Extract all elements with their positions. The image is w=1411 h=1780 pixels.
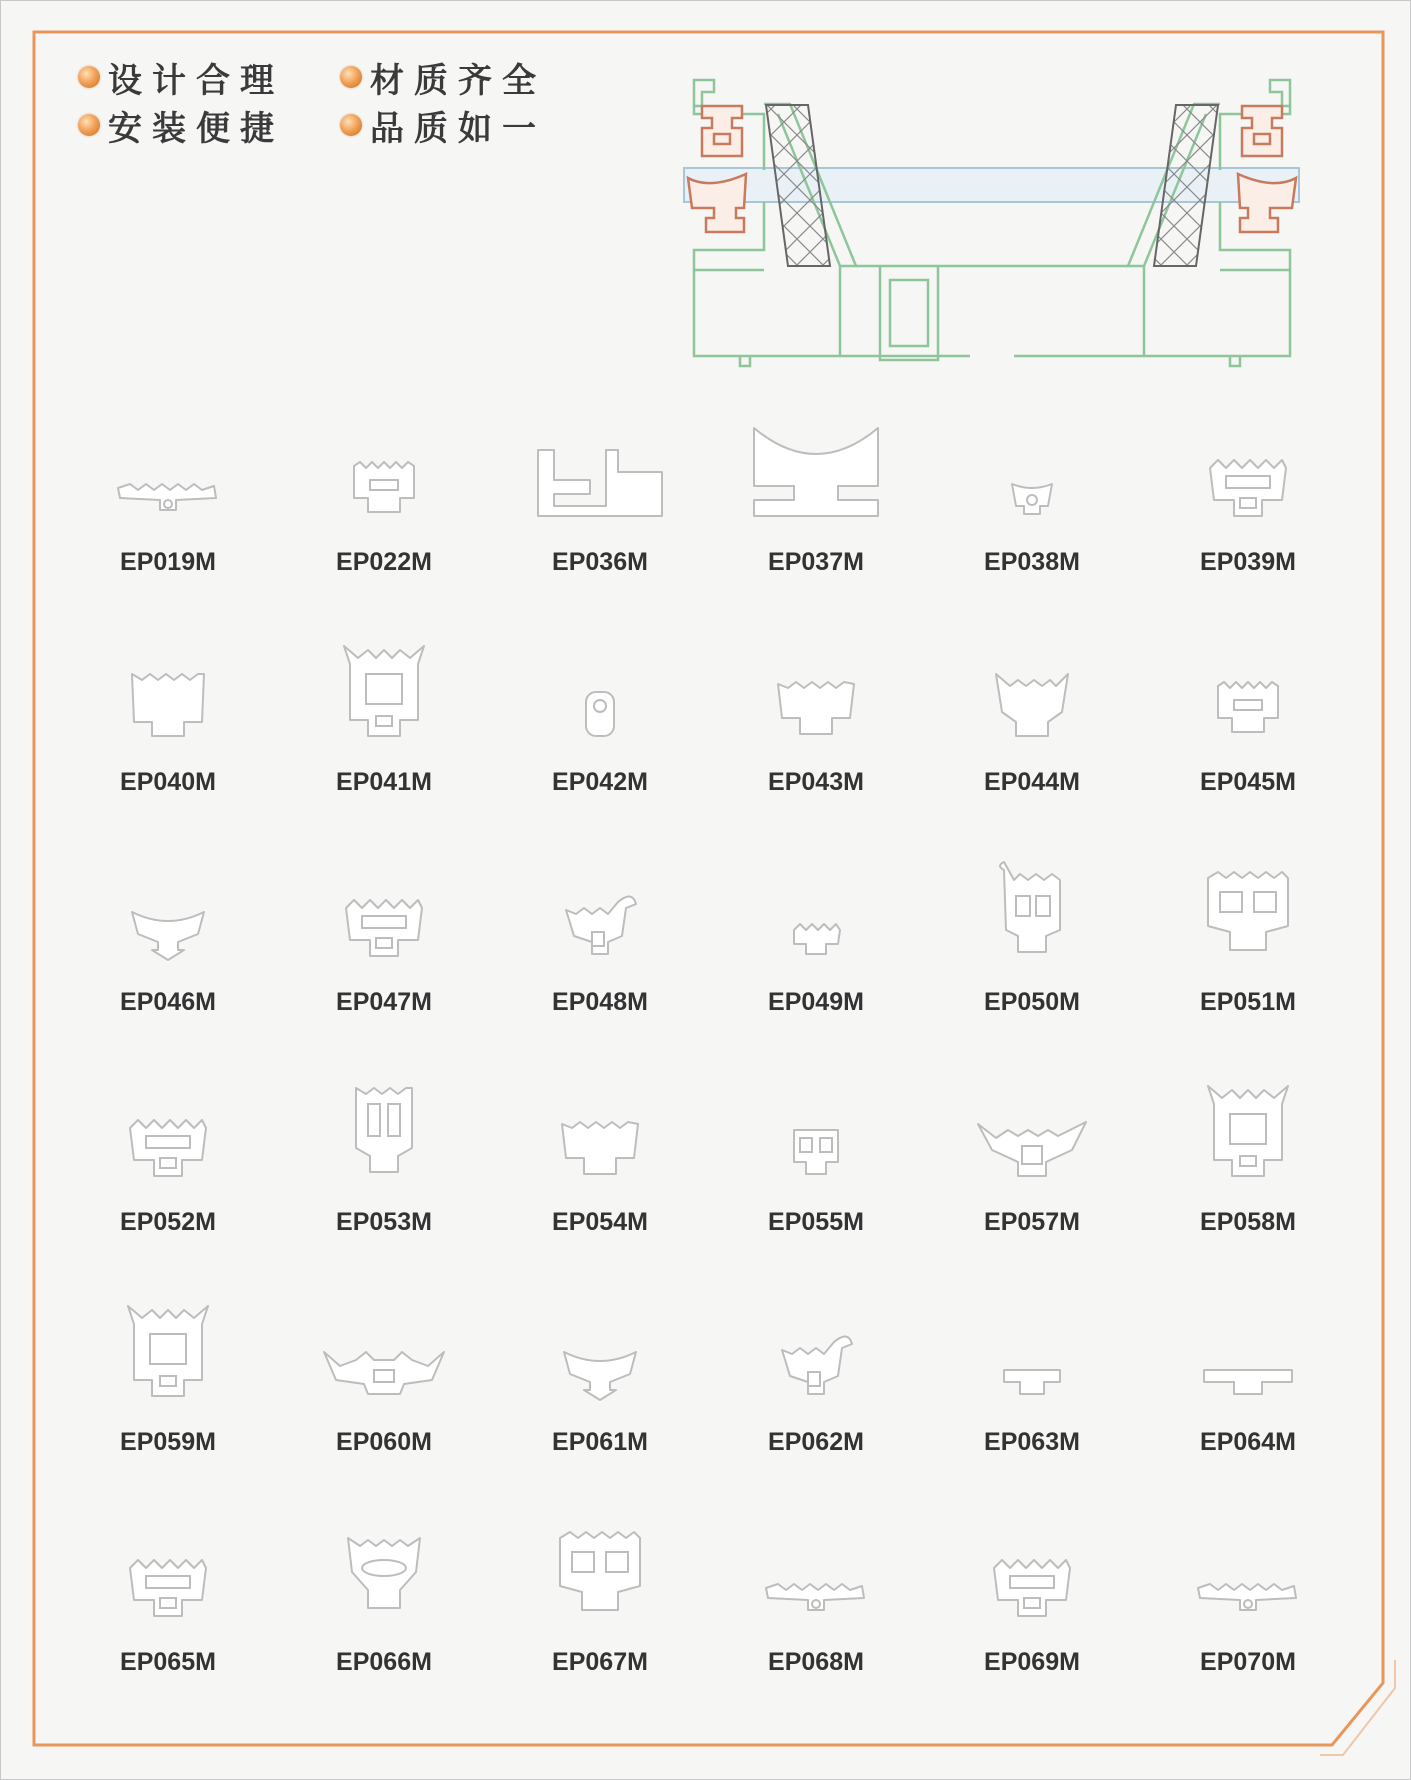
product-code: EP064M [1200, 1428, 1296, 1456]
feature-text: 品质如一 [370, 108, 546, 149]
product-item-ep038m [924, 420, 1140, 640]
gasket-profile-icon [98, 420, 238, 530]
product-item-ep070m [1140, 1520, 1356, 1740]
product-code: EP039M [1200, 548, 1296, 576]
product-code: EP054M [552, 1208, 648, 1236]
gasket-profile-icon [530, 1300, 670, 1410]
product-code: EP060M [336, 1428, 432, 1456]
gasket-profile-icon [746, 1300, 886, 1410]
gasket-profile-icon [98, 1520, 238, 1630]
gasket-profile-icon [1178, 1520, 1318, 1630]
gasket-profile-icon [746, 860, 886, 970]
product-item-ep063m [924, 1300, 1140, 1520]
product-item-ep067m [492, 1520, 708, 1740]
product-item-ep051m [1140, 860, 1356, 1080]
product-code: EP058M [1200, 1208, 1296, 1236]
product-item-ep048m [492, 860, 708, 1080]
product-item-ep041m [276, 640, 492, 860]
product-item-ep064m [1140, 1300, 1356, 1520]
feature-text: 材质齐全 [370, 60, 546, 101]
gasket-profile-icon [962, 1080, 1102, 1190]
product-item-ep052m [60, 1080, 276, 1300]
product-item-ep046m [60, 860, 276, 1080]
feature-item [340, 58, 560, 101]
product-item-ep066m [276, 1520, 492, 1740]
product-item-ep042m [492, 640, 708, 860]
product-item-ep060m [276, 1300, 492, 1520]
gasket-profile-icon [1178, 640, 1318, 750]
gasket-profile-icon [530, 420, 670, 530]
product-item-ep068m [708, 1520, 924, 1740]
product-item-ep039m [1140, 420, 1356, 640]
gasket-profile-icon [746, 1520, 886, 1630]
gasket-profile-icon [530, 1520, 670, 1630]
gasket-profile-icon [98, 860, 238, 970]
feature-item [78, 106, 340, 149]
product-item-ep037m [708, 420, 924, 640]
product-code: EP040M [120, 768, 216, 796]
product-code: EP037M [768, 548, 864, 576]
product-code: EP042M [552, 768, 648, 796]
product-item-ep055m [708, 1080, 924, 1300]
product-item-ep053m [276, 1080, 492, 1300]
product-item-ep062m [708, 1300, 924, 1520]
product-item-ep058m [1140, 1080, 1356, 1300]
bullet-dot-icon [340, 114, 362, 136]
product-code: EP022M [336, 548, 432, 576]
product-code: EP055M [768, 1208, 864, 1236]
gasket-profile-icon [1178, 860, 1318, 970]
product-code: EP043M [768, 768, 864, 796]
product-item-ep061m [492, 1300, 708, 1520]
gasket-profile-icon [746, 1080, 886, 1190]
gasket-profile-icon [530, 1080, 670, 1190]
gasket-profile-icon [962, 1520, 1102, 1630]
feature-list [78, 58, 560, 149]
product-code: EP049M [768, 988, 864, 1016]
product-code: EP057M [984, 1208, 1080, 1236]
product-code: EP019M [120, 548, 216, 576]
product-code: EP065M [120, 1648, 216, 1676]
feature-text: 安装便捷 [108, 108, 284, 149]
product-code: EP063M [984, 1428, 1080, 1456]
feature-item [78, 58, 340, 101]
product-code: EP046M [120, 988, 216, 1016]
product-code: EP070M [1200, 1648, 1296, 1676]
product-item-ep043m [708, 640, 924, 860]
gasket-profile-icon [530, 860, 670, 970]
product-grid [60, 420, 1356, 1700]
product-code: EP036M [552, 548, 648, 576]
product-code: EP062M [768, 1428, 864, 1456]
bullet-dot-icon [340, 66, 362, 88]
product-item-ep065m [60, 1520, 276, 1740]
product-item-ep047m [276, 860, 492, 1080]
product-code: EP059M [120, 1428, 216, 1456]
product-code: EP052M [120, 1208, 216, 1236]
gasket-profile-icon [314, 640, 454, 750]
gasket-profile-icon [314, 1520, 454, 1630]
product-item-ep049m [708, 860, 924, 1080]
product-item-ep022m [276, 420, 492, 640]
installation-cross-section-diagram [680, 70, 1305, 375]
product-item-ep069m [924, 1520, 1140, 1740]
gasket-profile-icon [98, 1080, 238, 1190]
gasket-profile-icon [314, 1300, 454, 1410]
gasket-profile-icon [746, 640, 886, 750]
product-code: EP053M [336, 1208, 432, 1236]
product-item-ep040m [60, 640, 276, 860]
gasket-profile-icon [530, 640, 670, 750]
gasket-profile-icon [98, 640, 238, 750]
product-item-ep057m [924, 1080, 1140, 1300]
product-code: EP047M [336, 988, 432, 1016]
feature-text: 设计合理 [108, 60, 284, 101]
product-item-ep059m [60, 1300, 276, 1520]
product-code: EP061M [552, 1428, 648, 1456]
gasket-profile-icon [746, 420, 886, 530]
feature-item [340, 106, 560, 149]
product-item-ep050m [924, 860, 1140, 1080]
gasket-profile-icon [314, 420, 454, 530]
gasket-profile-icon [962, 1300, 1102, 1410]
gasket-profile-icon [1178, 420, 1318, 530]
product-item-ep036m [492, 420, 708, 640]
gasket-profile-icon [962, 420, 1102, 530]
gasket-profile-icon [314, 1080, 454, 1190]
product-item-ep044m [924, 640, 1140, 860]
product-code: EP041M [336, 768, 432, 796]
gasket-profile-icon [962, 640, 1102, 750]
gasket-profile-icon [314, 860, 454, 970]
gasket-profile-icon [98, 1300, 238, 1410]
product-code: EP038M [984, 548, 1080, 576]
product-code: EP050M [984, 988, 1080, 1016]
product-code: EP068M [768, 1648, 864, 1676]
product-item-ep054m [492, 1080, 708, 1300]
product-code: EP066M [336, 1648, 432, 1676]
product-code: EP051M [1200, 988, 1296, 1016]
gasket-profile-icon [1178, 1080, 1318, 1190]
product-code: EP044M [984, 768, 1080, 796]
gasket-profile-icon [962, 860, 1102, 970]
bullet-dot-icon [78, 114, 100, 136]
product-item-ep019m [60, 420, 276, 640]
bullet-dot-icon [78, 66, 100, 88]
product-code: EP045M [1200, 768, 1296, 796]
product-item-ep045m [1140, 640, 1356, 860]
product-code: EP069M [984, 1648, 1080, 1676]
product-code: EP067M [552, 1648, 648, 1676]
product-code: EP048M [552, 988, 648, 1016]
gasket-profile-icon [1178, 1300, 1318, 1410]
